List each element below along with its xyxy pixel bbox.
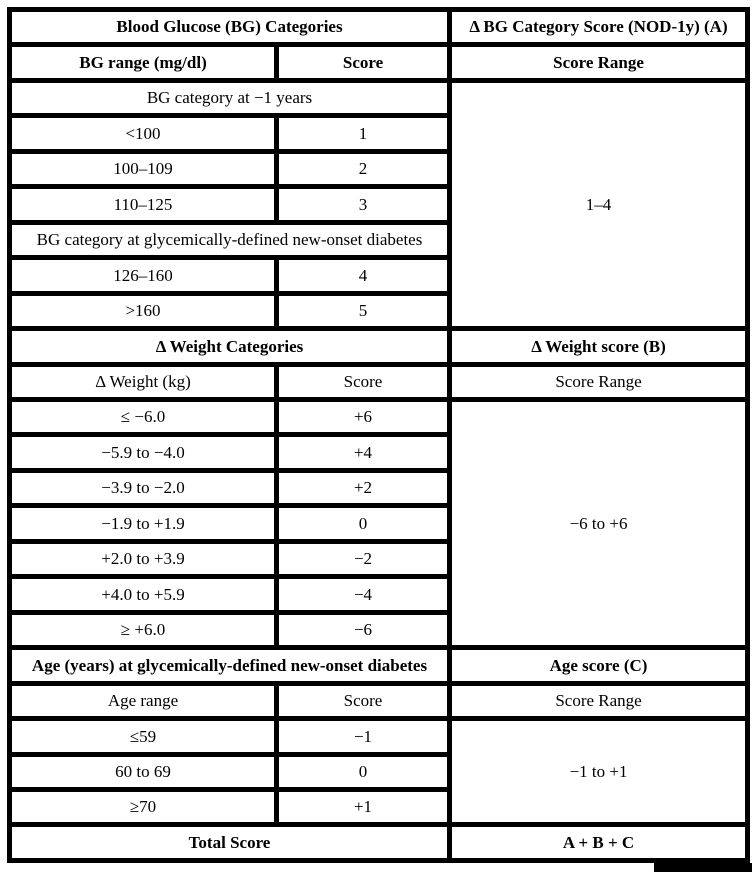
bottom-right-black-bar [654,863,752,872]
table-row [10,80,748,115]
table-row [10,719,748,754]
table-row [10,825,748,861]
bg-score-col-header: Score [277,45,450,80]
bg-range-cell: 100–109 [10,151,277,186]
table-row [10,648,748,683]
age-score-cell: −1 [277,719,450,754]
age-range-cell: ≥70 [10,789,277,824]
bg-score-cell: 1 [277,116,450,151]
bg-range-col-header: BG range (mg/dl) [10,45,277,80]
bg-score-cell: 2 [277,151,450,186]
bg-range-cell: 126–160 [10,258,277,293]
table-row [10,399,748,434]
weight-range-cell: −5.9 to −4.0 [10,435,277,470]
bg-score-cell: 5 [277,293,450,328]
age-range-cell: 60 to 69 [10,754,277,789]
weight-categories-header: Δ Weight Categories [10,329,450,364]
weight-range-cell: ≥ +6.0 [10,612,277,647]
total-score-formula: A + B + C [450,825,748,861]
weight-range-cell: +4.0 to +5.9 [10,577,277,612]
table-row [10,45,748,80]
bg-score-range-value: 1–4 [450,80,748,328]
weight-score-range-col-header: Score Range [450,364,748,399]
age-score-col-header: Score [277,683,450,718]
weight-score-cell: +4 [277,435,450,470]
age-categories-header: Age (years) at glycemically-defined new-onset diabetes [10,648,450,683]
scoring-table [7,7,750,863]
table-row [10,683,748,718]
weight-score-range-value: −6 to +6 [450,399,748,647]
age-score-range-col-header: Score Range [450,683,748,718]
weight-score-cell: −2 [277,541,450,576]
weight-range-cell: ≤ −6.0 [10,399,277,434]
bg-group-nod-label: BG category at glycemically-defined new-onset diabetes [10,222,450,257]
age-range-cell: ≤59 [10,719,277,754]
bg-score-cell: 4 [277,258,450,293]
table-row [10,10,748,45]
weight-score-cell: −4 [277,577,450,612]
weight-score-cell: +6 [277,399,450,434]
age-score-cell: +1 [277,789,450,824]
weight-range-col-header: Δ Weight (kg) [10,364,277,399]
weight-range-cell: −3.9 to −2.0 [10,470,277,505]
total-score-label: Total Score [10,825,450,861]
age-score-header: Age score (C) [450,648,748,683]
bg-category-score-header: Δ BG Category Score (NOD-1y) (A) [450,10,748,45]
bg-range-cell: >160 [10,293,277,328]
weight-range-cell: −1.9 to +1.9 [10,506,277,541]
weight-score-cell: +2 [277,470,450,505]
age-range-col-header: Age range [10,683,277,718]
weight-score-col-header: Score [277,364,450,399]
weight-score-header: Δ Weight score (B) [450,329,748,364]
table-row [10,364,748,399]
weight-score-cell: −6 [277,612,450,647]
bg-score-range-col-header: Score Range [450,45,748,80]
weight-score-cell: 0 [277,506,450,541]
weight-range-cell: +2.0 to +3.9 [10,541,277,576]
bg-score-cell: 3 [277,187,450,222]
age-score-range-value: −1 to +1 [450,719,748,825]
age-score-cell: 0 [277,754,450,789]
bg-group-minus1y-label: BG category at −1 years [10,80,450,115]
bg-categories-header: Blood Glucose (BG) Categories [10,10,450,45]
table-row [10,329,748,364]
bg-range-cell: <100 [10,116,277,151]
bg-range-cell: 110–125 [10,187,277,222]
